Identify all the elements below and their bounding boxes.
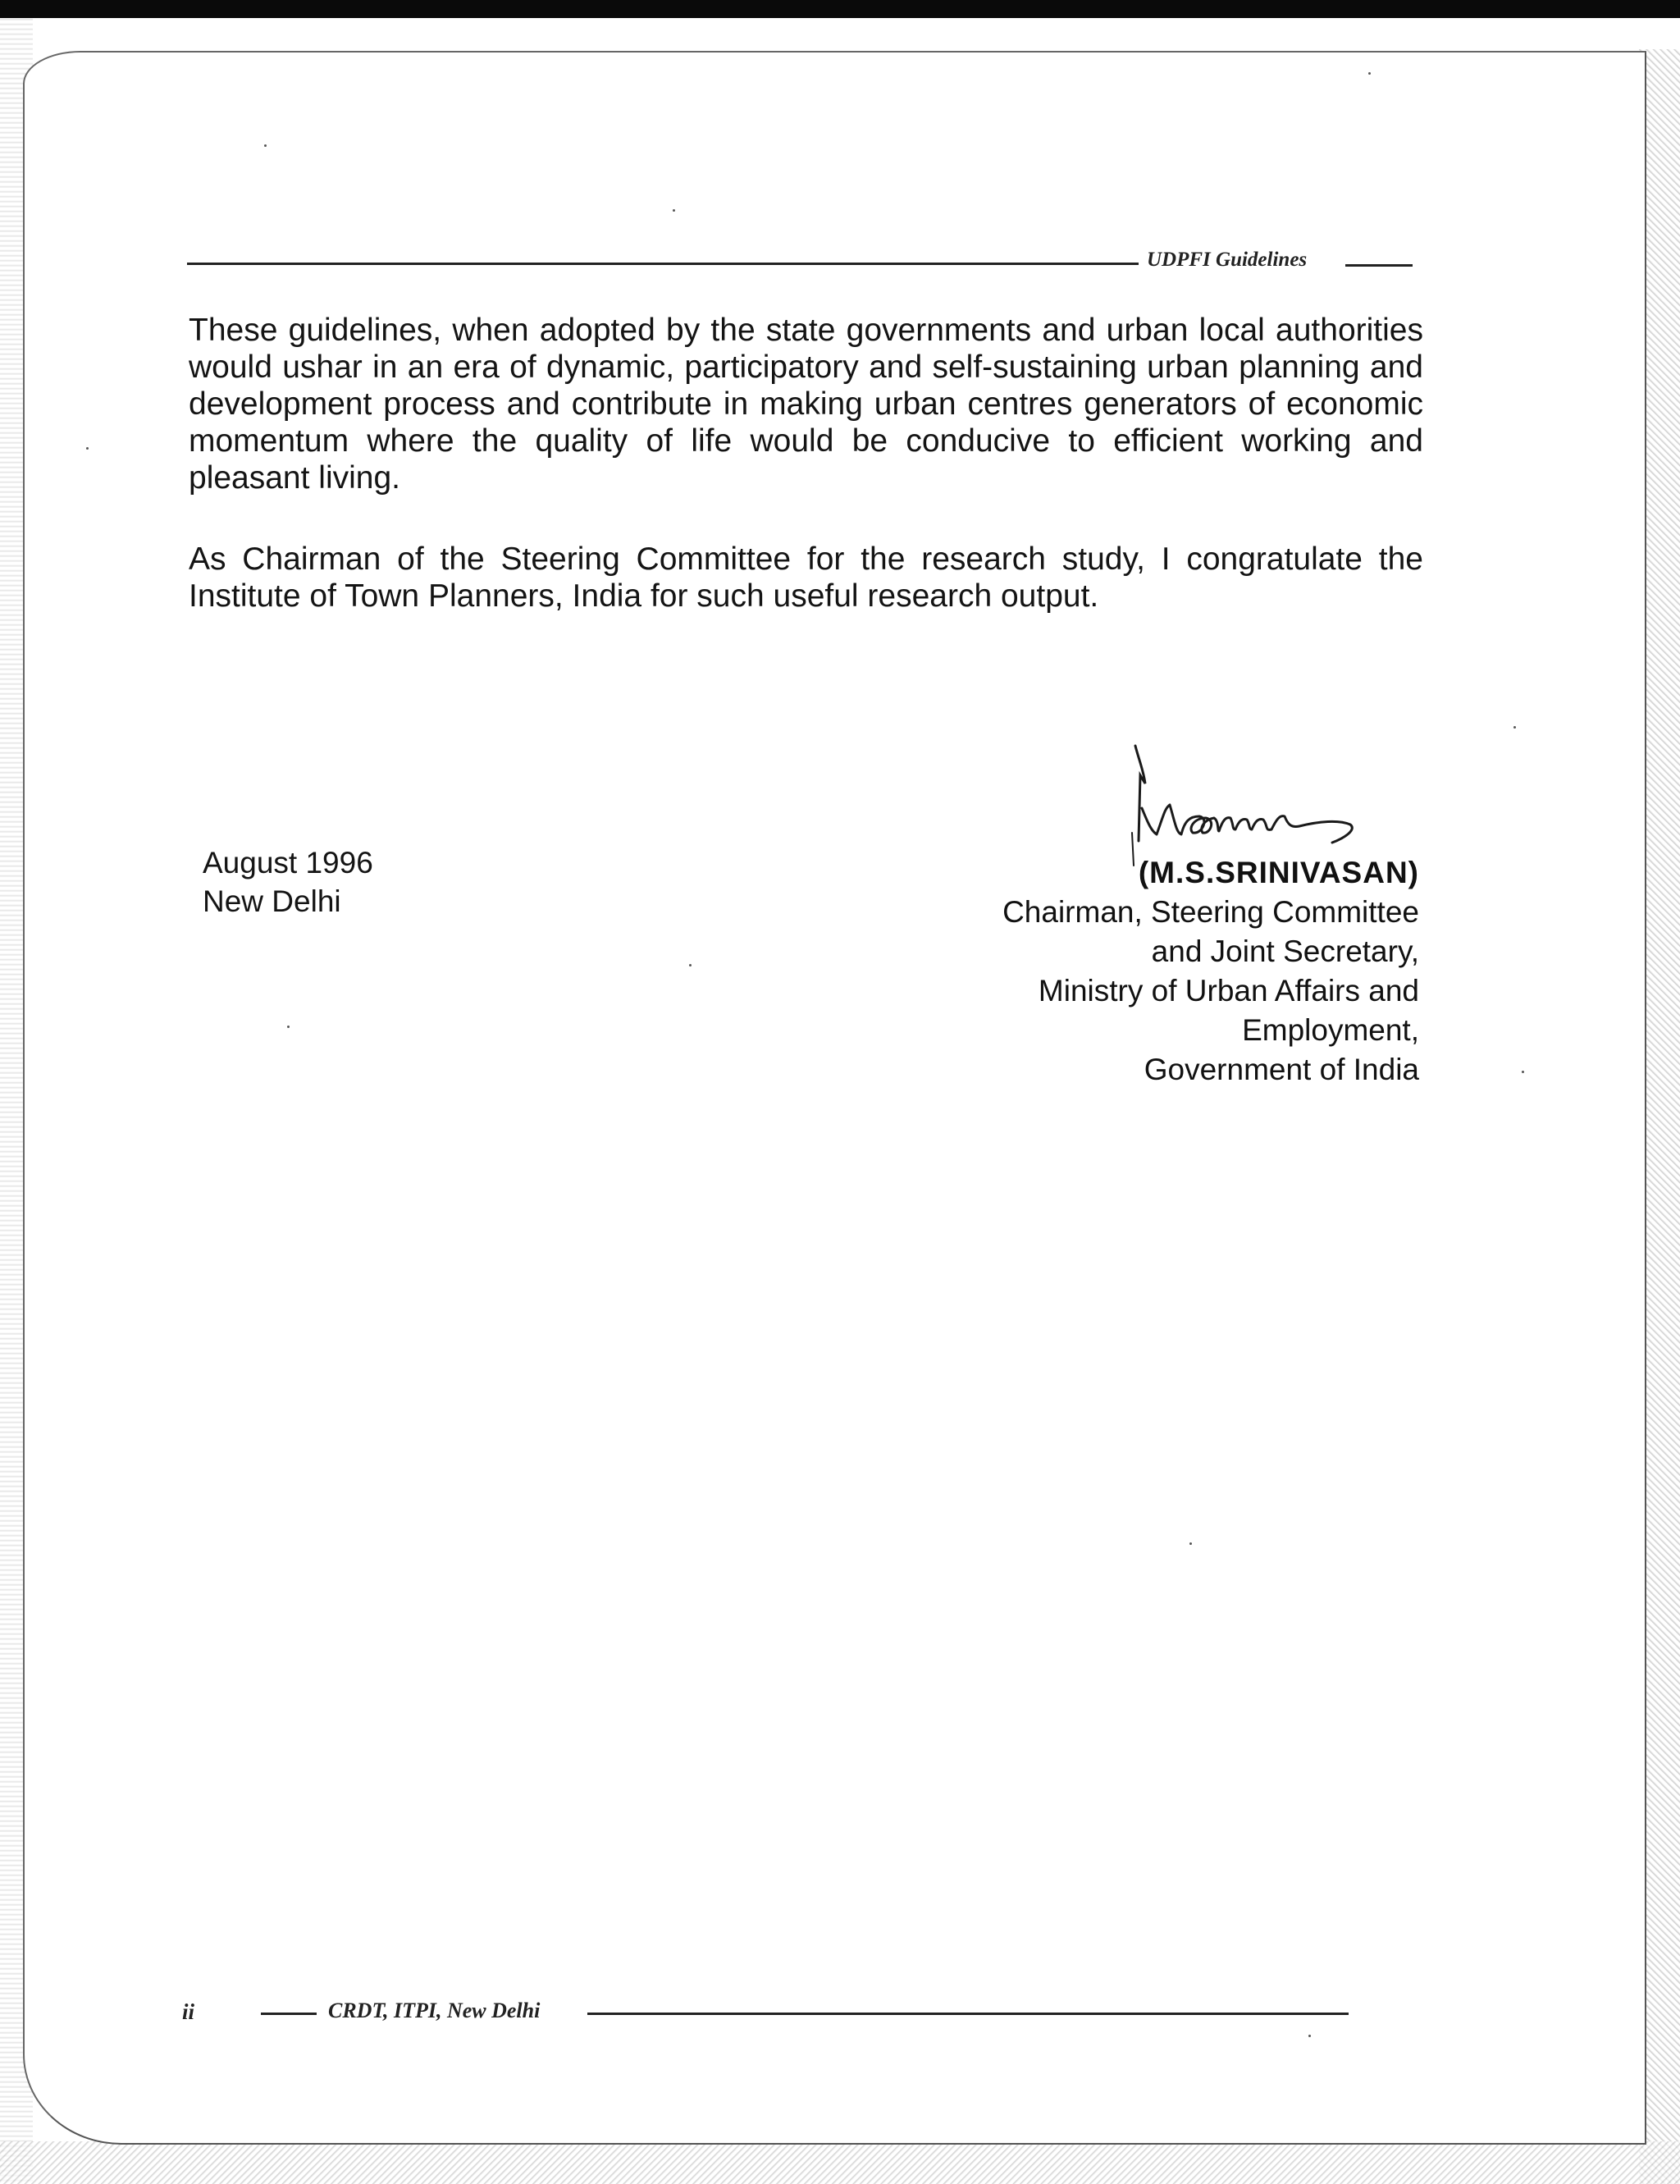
body-paragraph-1: These guidelines, when adopted by the state governments and urban local authorities would ushar in an era of dynamic, participatory and self-sustaining urban planning and development process and contribute in making urban centres generators of economic momentum where the quality of life would be conducive to efficient working and pleasant living. [189,313,1423,496]
signatory-name: (M.S.SRINIVASAN) [1138,856,1419,889]
date-text: August 1996 [203,846,373,880]
scan-speck [264,144,267,147]
signatory-line-3: Ministry of Urban Affairs and [1038,974,1419,1007]
scan-top-border [0,0,1680,18]
footer-rule-right [587,2013,1349,2015]
footer-publisher: CRDT, ITPI, New Delhi [328,1999,541,2022]
signatory-line-4: Employment, [1242,1013,1419,1047]
scan-speck [1522,1071,1524,1073]
footer-page-number: ii [182,1999,195,2024]
header-rule [187,263,1139,265]
scan-bottom-edge [0,2141,1680,2184]
footer-rule-left [261,2013,317,2015]
scan-speck [1513,726,1516,729]
signatory-line-2: and Joint Secretary, [1151,934,1419,968]
dateline [203,843,373,921]
place-text: New Delhi [203,884,341,918]
signatory-line-1: Chairman, Steering Committee [1002,895,1419,929]
scan-speck [86,447,89,450]
scan-speck [673,209,675,212]
scan-speck [1368,72,1371,75]
body-paragraph-2: As Chairman of the Steering Committee for the research study, I congratulate the Institute of Town Planners, India for such useful research output. [189,541,1423,614]
running-header-title: UDPFI Guidelines [1147,249,1308,271]
signatory-block [845,853,1419,1090]
scan-speck [689,964,692,966]
scan-speck [287,1026,290,1028]
header-rule-end [1345,264,1413,267]
scan-speck [1189,1542,1192,1545]
signatory-line-5: Government of India [1144,1053,1419,1086]
scan-speck [1308,2035,1311,2037]
